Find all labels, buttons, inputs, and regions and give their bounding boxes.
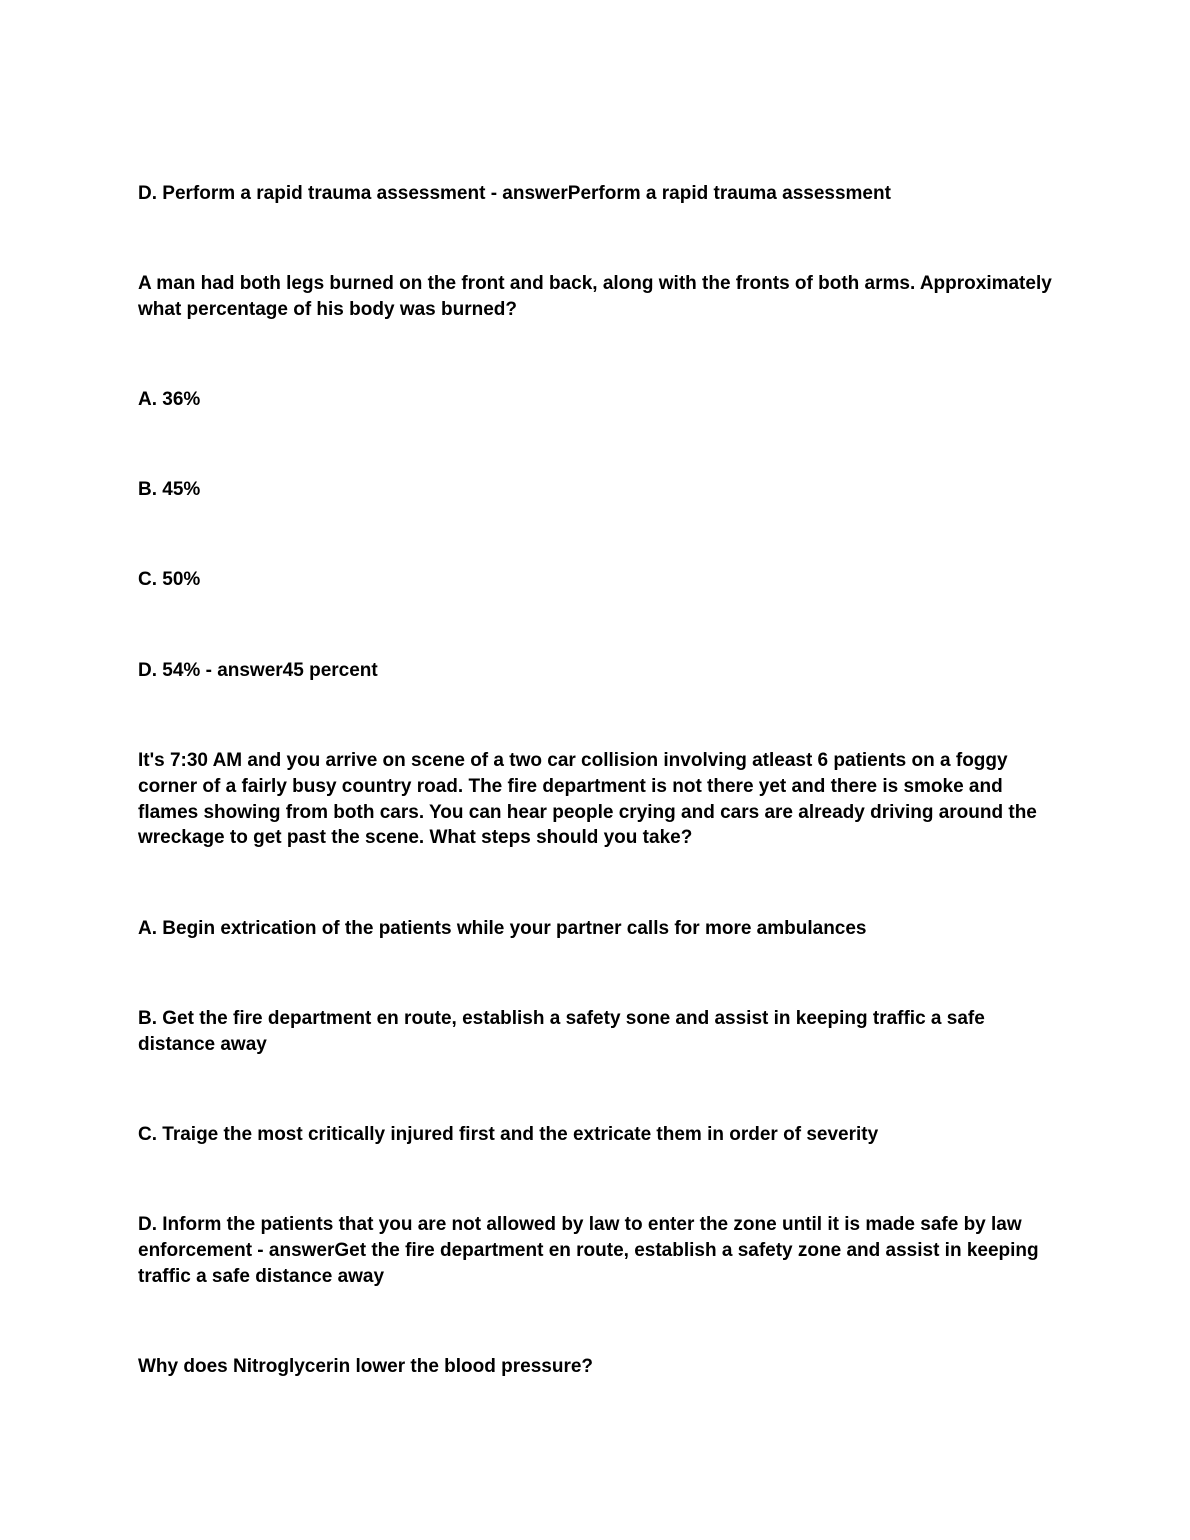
- question-nitroglycerin: Why does Nitroglycerin lower the blood pressure?: [138, 1356, 594, 1377]
- option-a-36-percent: A. 36%: [138, 389, 201, 410]
- option-c-50-percent: C. 50%: [138, 569, 201, 590]
- option-a-begin-extrication: A. Begin extrication of the patients while your partner calls for more ambulances: [138, 918, 867, 939]
- option-c-triage: C. Traige the most critically injured first and the extricate them in order of severity: [138, 1124, 879, 1145]
- option-b-45-percent: B. 45%: [138, 479, 201, 500]
- option-b-fire-department: B. Get the fire department en route, establish a safety sone and assist in keeping traffic a safe distance away: [138, 1008, 985, 1055]
- option-d-inform-patients-answer: D. Inform the patients that you are not allowed by law to enter the zone until it is made safe by law enforcement - answerGet the fire department en route, establish a safety zone and assist in keeping traffic a safe distance away: [138, 1214, 1039, 1287]
- question-burn-percentage: A man had both legs burned on the front and back, along with the fronts of both arms. Approximately what percentage of his body was burned?: [138, 273, 1052, 320]
- question-collision-scene: It's 7:30 AM and you arrive on scene of a two car collision involving atleast 6 patients on a foggy corner of a fairly busy country road. The fire department is not there yet and there is smoke and flames showing from both cars. You can hear people crying and cars are already driving around the wreckage to get past the scene. What steps should you take?: [138, 750, 1037, 849]
- answer-rapid-trauma-assessment: D. Perform a rapid trauma assessment - answerPerform a rapid trauma assessment: [138, 183, 891, 204]
- option-d-54-percent-answer: D. 54% - answer45 percent: [138, 660, 378, 681]
